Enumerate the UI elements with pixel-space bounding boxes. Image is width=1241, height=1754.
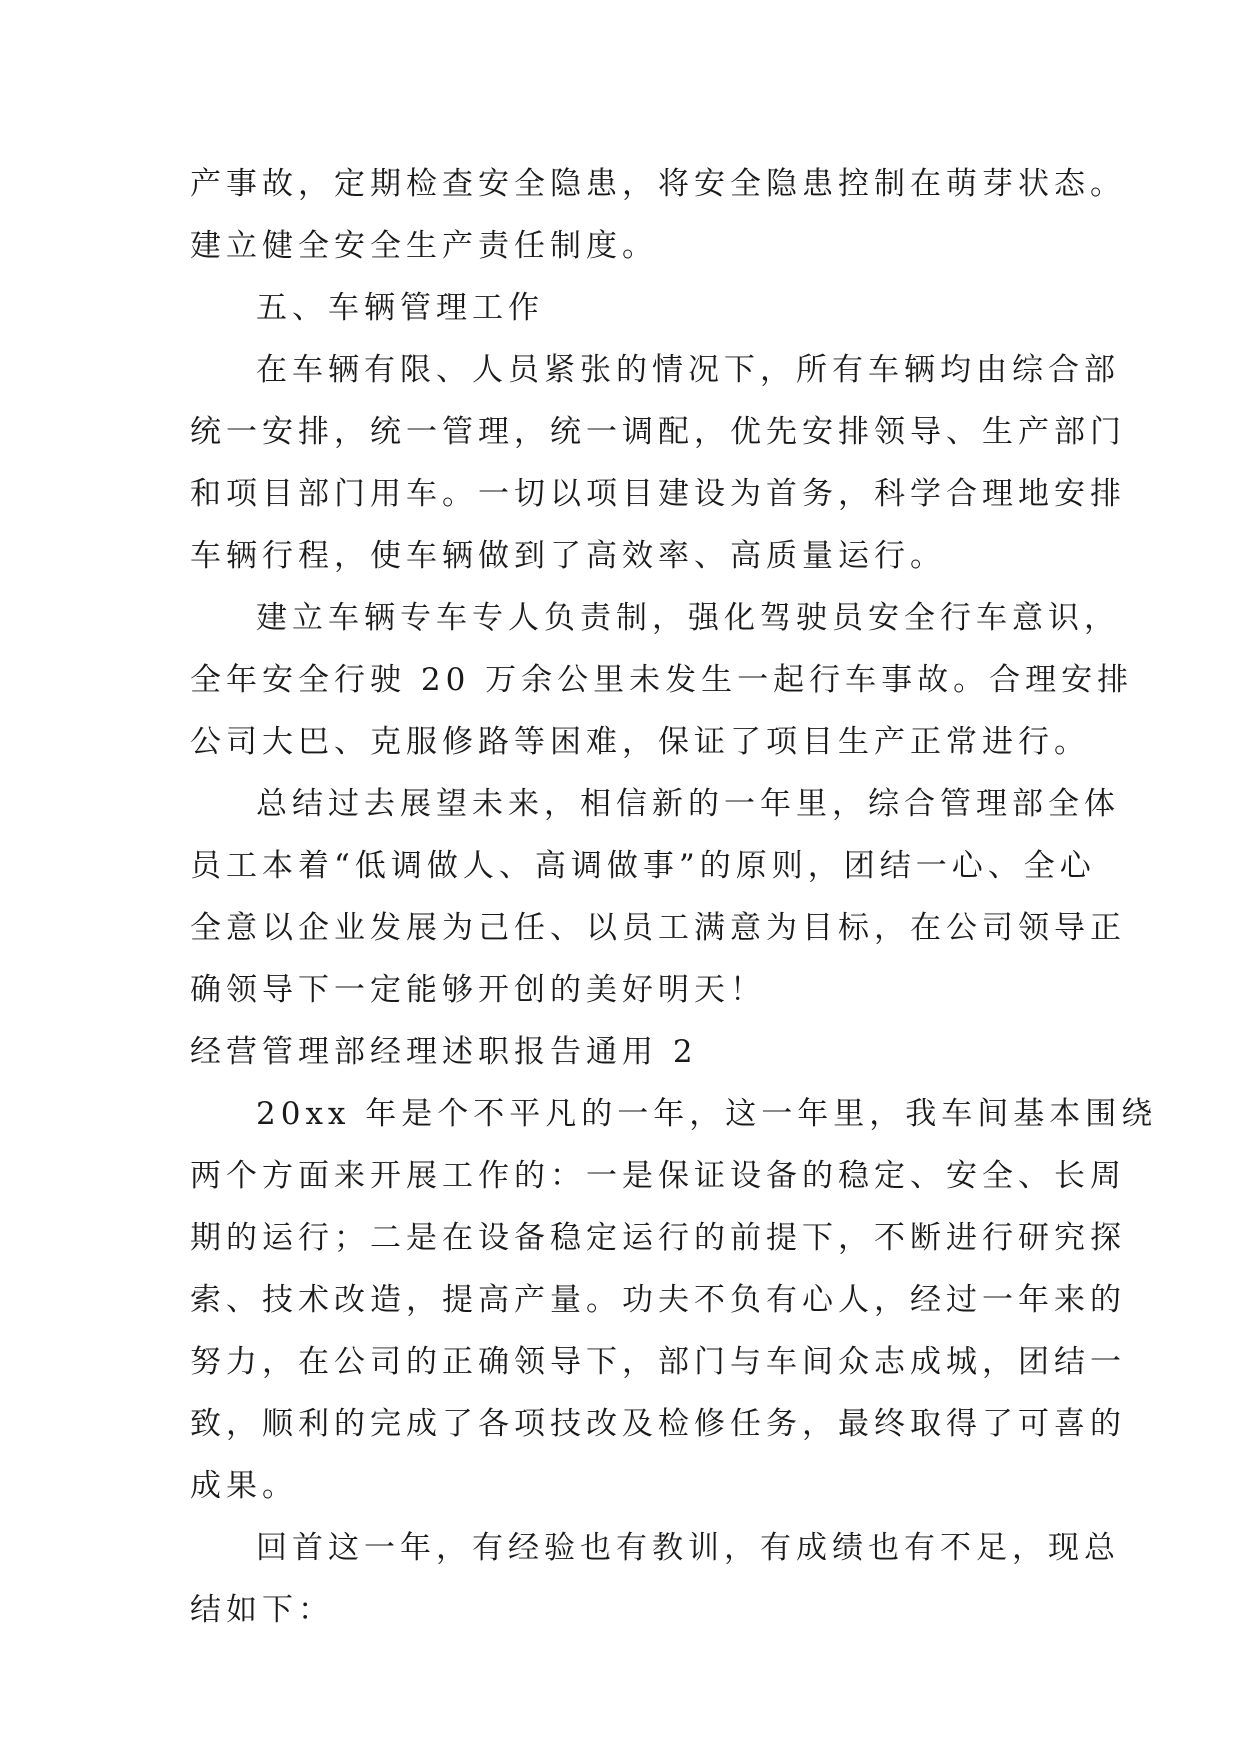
text-line-1: 产事故，定期检查安全隐患，将安全隐患控制在萌芽状态。 [190,166,1126,202]
text-line-6: 和项目部门用车。一切以项目建设为首务，科学合理地安排 [190,476,1126,512]
text-line-4: 在车辆有限、人员紧张的情况下，所有车辆均由综合部 [256,352,1120,388]
text-line-16: 20xx 年是个不平凡的一年，这一年里，我车间基本围绕 [256,1096,1158,1132]
text-line-12: 员工本着“低调做人、高调做事”的原则，团结一心、全心 [190,848,1096,884]
text-line-24: 结如下： [190,1592,334,1628]
text-line-13: 全意以企业发展为己任、以员工满意为目标，在公司领导正 [190,910,1126,946]
text-line-5: 统一安排，统一管理，统一调配，优先安排领导、生产部门 [190,414,1126,450]
text-line-8: 建立车辆专车专人负责制，强化驾驶员安全行车意识， [256,600,1120,636]
text-line-18: 期的运行；二是在设备稳定运行的前提下，不断进行研究探 [190,1220,1126,1256]
text-line-11: 总结过去展望未来，相信新的一年里，综合管理部全体 [256,786,1120,822]
text-line-14: 确领导下一定能够开创的美好明天！ [190,972,766,1008]
text-line-21: 致，顺利的完成了各项技改及检修任务，最终取得了可喜的 [190,1406,1126,1442]
text-line-23: 回首这一年，有经验也有教训，有成绩也有不足，现总 [256,1530,1120,1566]
document-body [190,153,1158,1641]
report-title: 经营管理部经理述职报告通用 2 [190,1034,698,1070]
section-heading-vehicle-management: 五、车辆管理工作 [256,290,544,326]
text-line-2: 建立健全安全生产责任制度。 [190,228,658,264]
text-line-22: 成果。 [190,1468,298,1504]
text-line-7: 车辆行程，使车辆做到了高效率、高质量运行。 [190,538,946,574]
text-line-10: 公司大巴、克服修路等困难，保证了项目生产正常进行。 [190,724,1090,760]
text-line-20: 努力，在公司的正确领导下，部门与车间众志成城，团结一 [190,1344,1126,1380]
text-line-17: 两个方面来开展工作的：一是保证设备的稳定、安全、长周 [190,1158,1126,1194]
text-line-19: 索、技术改造，提高产量。功夫不负有心人，经过一年来的 [190,1282,1126,1318]
text-line-9: 全年安全行驶 20 万余公里未发生一起行车事故。合理安排 [190,662,1134,698]
